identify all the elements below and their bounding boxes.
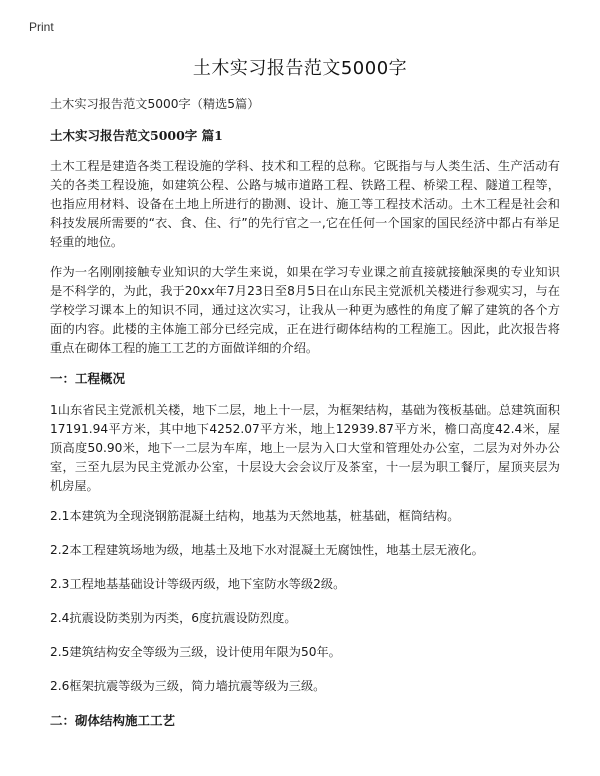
overview-item: 2.4抗震设防类别为丙类，6度抗震设防烈度。	[50, 611, 297, 625]
overview-item: 1山东省民主党派机关楼，地下二层，地上十一层，为框架结构，基础为筏板基础。总建筑面积17191.94平方米，其中地下4252.07平方米，地上12939.87平方米，檐口高度42.4米，屋顶高度50.90米，地下一二层为车库，地上一层为入口大堂和管理处办公室，二层为对外办公室，三至九层为民主党派办公室，十层设大会会议厅及茶室，十一层为职工餐厅，屋顶夹层为机房屋。	[50, 403, 560, 493]
heading-masonry: 二：砌体结构施工工艺	[50, 713, 176, 728]
paragraph-internship: 作为一名刚刚接触专业知识的大学生来说，如果在学习专业课之前直接就接触深奥的专业知识是不科学的，为此，我于20xx年7月23日至8月5日在山东民主党派机关楼进行参观实习，与在学校学习课本上的知识不同，通过这次实习，让我从一种更为感性的角度了解了建筑的各个方面的内容。此楼的主体施工部分已经完成，正在进行砌体结构的工程施工。因此，此次报告将重点在砌体工程的施工工艺的方面做详细的介绍。	[50, 265, 560, 355]
print-link[interactable]: Print	[29, 20, 54, 34]
overview-item: 2.3工程地基基础设计等级丙级，地下室防水等级2级。	[50, 577, 346, 591]
overview-item: 2.5建筑结构安全等级为三级，设计使用年限为50年。	[50, 645, 341, 659]
overview-item: 2.1本建筑为全现浇钢筋混凝土结构，地基为天然地基，桩基础，框筒结构。	[50, 509, 460, 523]
section-heading: 土木实习报告范文5000字 篇1	[50, 128, 223, 143]
document-subtitle: 土木实习报告范文5000字（精选5篇）	[50, 97, 260, 111]
document-title: 土木实习报告范文5000字	[192, 58, 408, 79]
heading-overview: 一：工程概况	[50, 371, 126, 386]
paragraph-intro: 土木工程是建造各类工程设施的学科、技术和工程的总称。它既指与与人类生活、生产活动有关的各类工程设施，如建筑公程、公路与城市道路工程、铁路工程、桥梁工程、隧道工程等，也指应用材料、设备在土地上所进行的勘测、设计、施工等工程技术活动。土木工程是社会和科技发展所需要的“衣、食、住、行”的先行官之一,它在任何一个国家的国民经济中都占有举足轻重的地位。	[50, 159, 560, 249]
overview-item: 2.6框架抗震等级为三级，简力墙抗震等级为三级。	[50, 679, 326, 693]
document-body	[50, 95, 560, 743]
overview-item: 2.2本工程建筑场地为级，地基土及地下水对混凝土无腐蚀性，地基土层无液化。	[50, 543, 484, 557]
